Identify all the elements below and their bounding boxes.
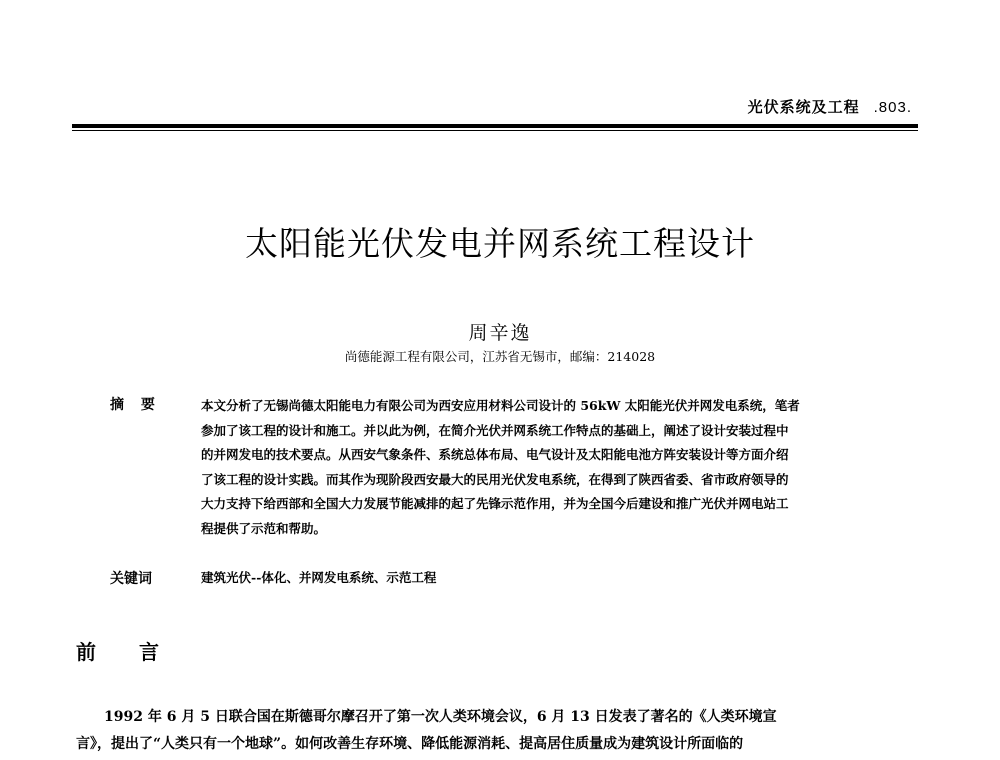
abstract-line: 了该工程的设计实践。而其作为现阶段西安最大的民用光伏发电系统，在得到了陕西省委、省市政府领导的	[201, 471, 789, 487]
section-heading: 前 言	[76, 640, 177, 664]
abstract-text	[201, 394, 913, 541]
journal-section-name: 光伏系统及工程	[747, 98, 860, 116]
author-affiliation: 尚德能源工程有限公司，江苏省无锡市，邮编：214028	[344, 349, 656, 364]
header-rule-thick	[72, 124, 918, 128]
keywords-text: 建筑光伏--体化、并网发电系统、示范工程	[201, 570, 437, 585]
abstract-line: 本文分析了无锡尚德太阳能电力有限公司为西安应用材料公司设计的 56kW 太阳能光伏并网发电系统，笔者	[201, 398, 800, 413]
body-line: 1992 年 6 月 5 日联合国在斯德哥尔摩召开了第一次人类环境会议，6 月 13 日发表了著名的《人类环境宣	[104, 709, 777, 725]
author-name: 周辛逸	[468, 322, 532, 344]
abstract-label: 摘 要	[110, 397, 161, 413]
abstract-line: 参加了该工程的设计和施工。并以此为例，在简介光伏并网系统工作特点的基础上，阐述了设计安装过程中	[201, 422, 789, 438]
abstract-line: 程提供了示范和帮助。	[201, 520, 327, 536]
abstract-line: 的并网发电的技术要点。从西安气象条件、系统总体布局、电气设计及太阳能电池方阵安装设计等方面介绍	[201, 447, 789, 462]
page-number: .803.	[873, 99, 912, 116]
abstract-line: 大力支持下给西部和全国大力发展节能减排的起了先锋示范作用，并为全国今后建设和推广光伏并网电站工	[201, 496, 789, 511]
body-paragraph	[76, 704, 922, 758]
keywords-label: 关键词	[110, 571, 152, 587]
article-title: 太阳能光伏发电并网系统工程设计	[245, 224, 755, 263]
body-line: 言》，提出了“人类只有一个地球”。如何改善生存环境、降低能源消耗、提高居住质量成为建筑设计所面临的	[76, 736, 744, 752]
running-header	[748, 96, 912, 117]
header-rule-thin	[72, 130, 918, 131]
